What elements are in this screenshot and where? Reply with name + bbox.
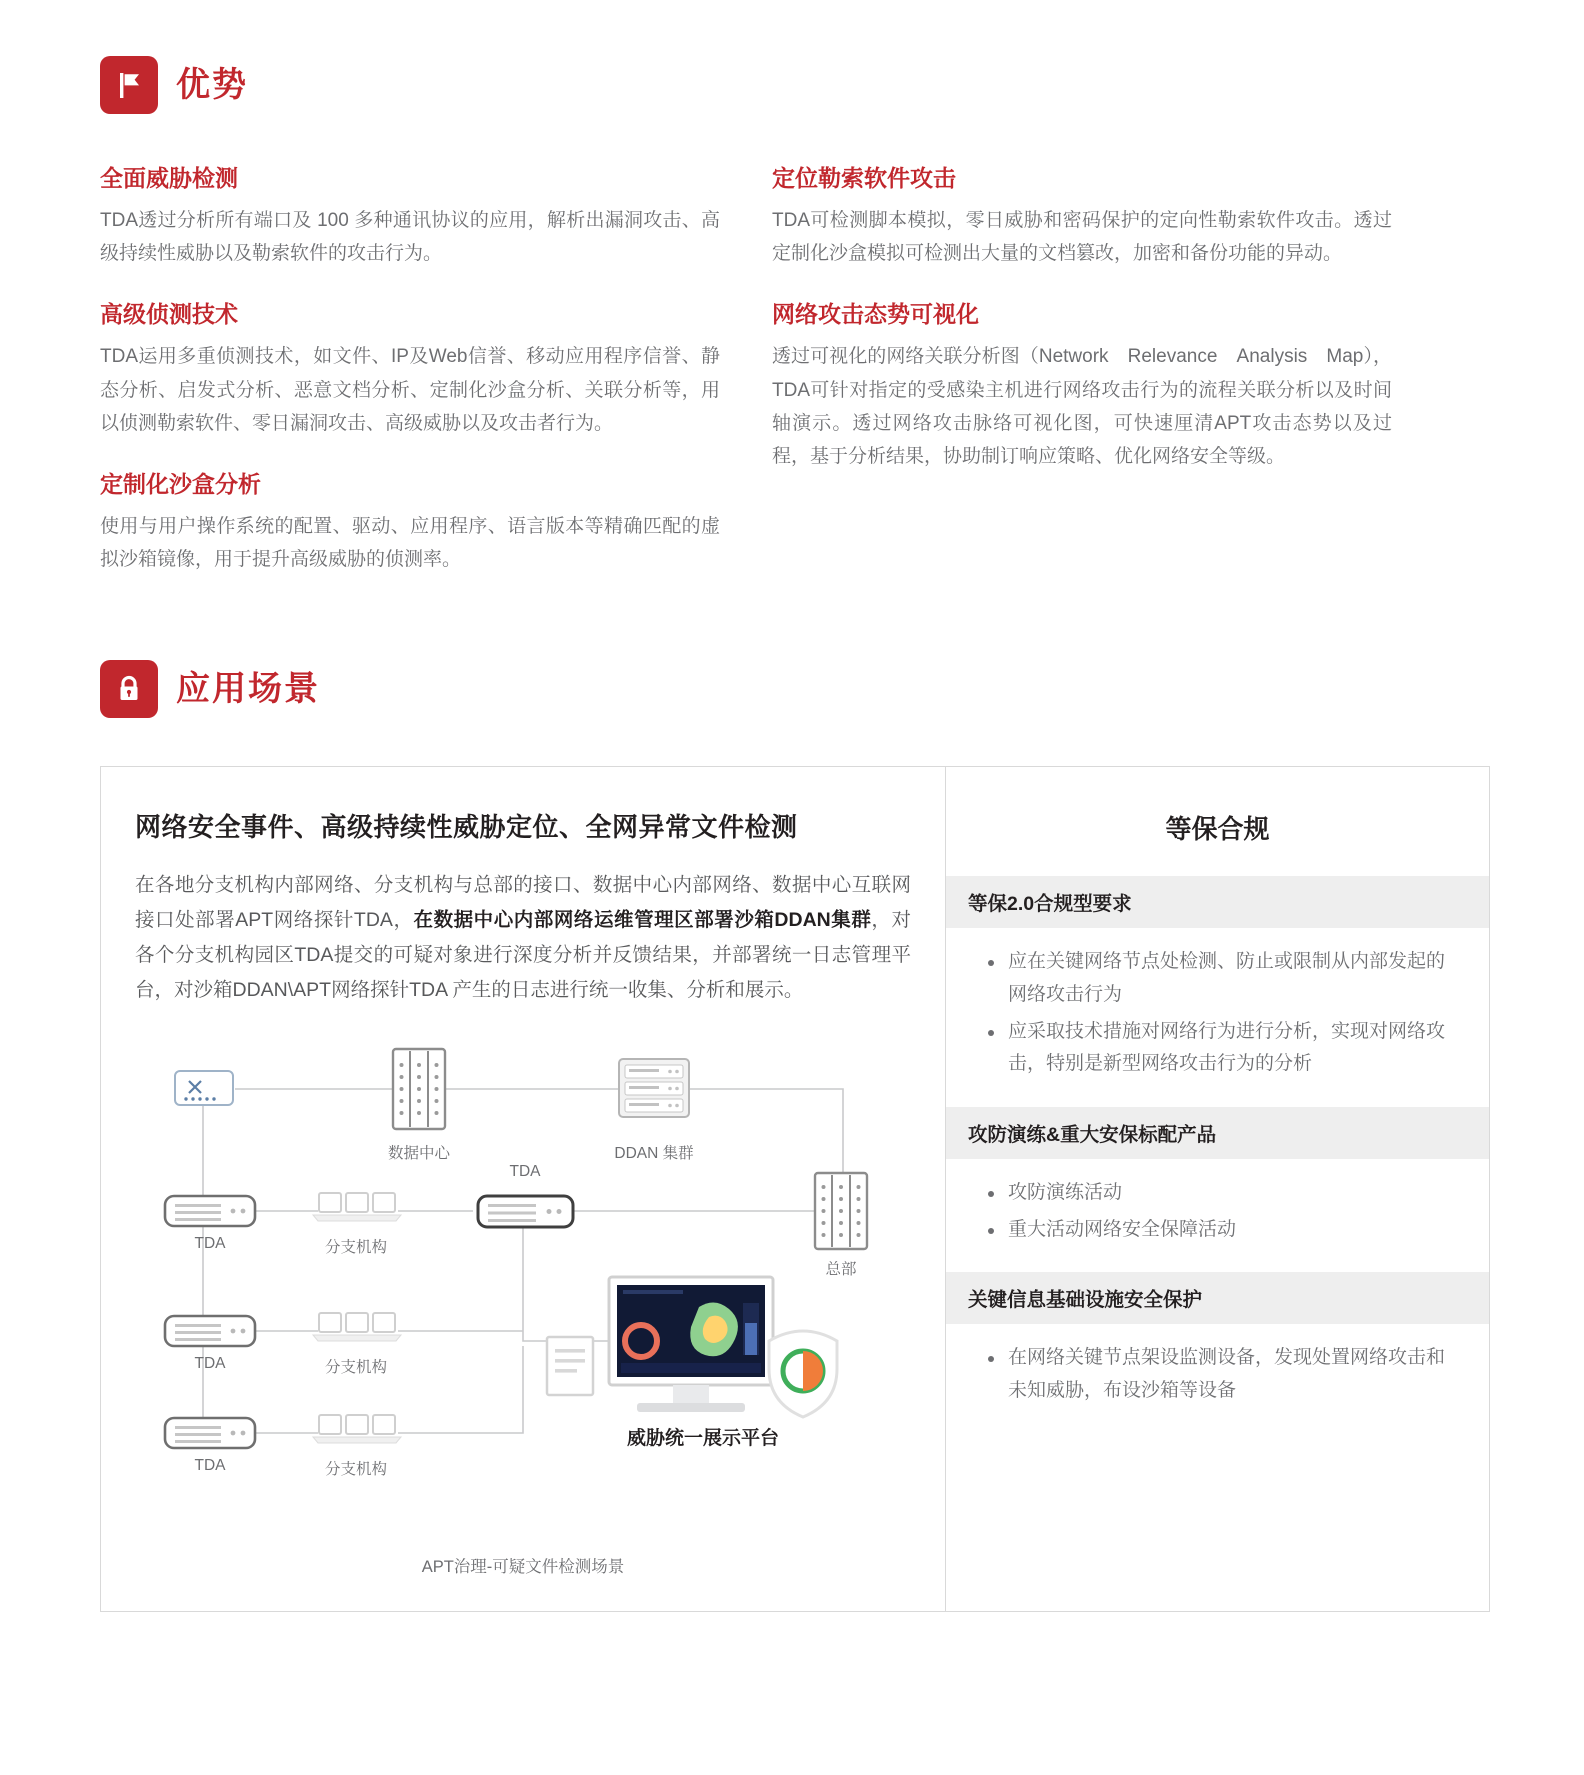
advantage-heading: 全面威胁检测: [100, 165, 238, 191]
advantage-item: [100, 470, 720, 576]
advantage-body: TDA可检测脚本模拟，零日威胁和密码保护的定向性勒索软件攻击。透过定制化沙盒模拟可检测出大量的文档篡改，加密和备份功能的异动。: [772, 209, 1392, 265]
advantage-heading: 高级侦测技术: [100, 301, 238, 328]
advantages-section-header: [100, 56, 1584, 114]
advantage-body: TDA运用多重侦测技术，如文件、IP及Web信誉、移动应用程序信誉、静态分析、启发式分析、恶意文档分析、定制化沙盒分析、关联分析等，用以侦测勒索软件、零日漏洞攻击、高级威胁以及攻击者行为。: [100, 346, 720, 434]
scenario-paragraph-emphasis: 在数据中心内部网络运维管理区部署沙箱DDAN集群: [413, 909, 872, 932]
scenarios-panel: [100, 766, 1490, 1612]
compliance-group-list: [946, 1159, 1489, 1272]
advantages-left-column: [100, 164, 720, 576]
advantages-title: 优势: [176, 66, 248, 104]
compliance-group-heading: 关键信息基础设施安全保护: [946, 1272, 1489, 1324]
diagram-label-datacenter: 数据中心: [387, 1145, 451, 1163]
scenario-title: 网络安全事件、高级持续性威胁定位、全网异常文件检测: [135, 812, 798, 843]
advantage-heading: 定制化沙盒分析: [100, 471, 261, 498]
diagram-label-tda-3: TDA: [194, 1457, 226, 1475]
compliance-group-heading: 等保2.0合规型要求: [946, 876, 1489, 928]
list-item: 重大活动网络安全保障活动: [988, 1214, 1459, 1247]
laptops-icon: [313, 1313, 401, 1341]
laptops-icon: [313, 1193, 401, 1221]
monitor-shield-icon: [547, 1277, 837, 1417]
datacenter-rack-icon: [815, 1173, 867, 1249]
laptops-icon: [313, 1415, 401, 1443]
diagram-caption: APT治理-可疑文件检测场景: [421, 1558, 625, 1577]
diagram-label-tda-mid: TDA: [509, 1163, 541, 1181]
scenarios-section-header: [100, 660, 1584, 718]
advantage-heading: 网络攻击态势可视化: [772, 301, 979, 328]
advantage-body: 使用与用户操作系统的配置、驱动、应用程序、语言版本等精确匹配的虚拟沙箱镜像，用于提升高级威胁的侦测率。: [100, 515, 720, 571]
compliance-group: [946, 876, 1489, 1107]
compliance-group-heading: 攻防演练&重大安保标配产品: [946, 1107, 1489, 1159]
compliance-title: 等保合规: [1165, 814, 1270, 845]
scenario-left-panel: [101, 767, 946, 1611]
compliance-group-list: [946, 928, 1489, 1107]
appliance-icon: [478, 1196, 573, 1227]
datacenter-rack-icon: [393, 1049, 445, 1129]
diagram-label-branch-2: 分支机构: [324, 1359, 388, 1377]
list-item: 应在关键网络节点处检测、防止或限制从内部发起的网络攻击行为: [988, 946, 1459, 1011]
network-topology-diagram: [143, 1041, 903, 1541]
compliance-group: [946, 1272, 1489, 1433]
server-icon: [619, 1059, 689, 1117]
lock-icon: [100, 660, 158, 718]
list-item: 攻防演练活动: [988, 1177, 1459, 1210]
advantages-right-column: [772, 164, 1392, 576]
advantage-body: TDA透过分析所有端口及 100 多种通讯协议的应用，解析出漏洞攻击、高级持续性威胁以及勒索软件的攻击行为。: [100, 209, 720, 265]
advantage-item: [100, 164, 720, 270]
diagram-label-ddan: DDAN 集群: [614, 1145, 694, 1163]
scenarios-title: 应用场景: [176, 670, 320, 709]
scenario-paragraph: [135, 868, 911, 1007]
scenario-paragraph-part2: ，对各个分支机构园区TDA提交的可疑对象进行深度分析并反馈结果，并部署统一日志管理平台，对沙箱DDAN\APT网络探针TDA 产生的日志进行统一收集、分析和展示。: [135, 909, 911, 1001]
advantage-item: [100, 300, 720, 440]
compliance-panel: [946, 767, 1489, 1611]
diagram-label-tda-1: TDA: [194, 1235, 226, 1253]
flag-icon: [100, 56, 158, 114]
diagram-label-hq: 总部: [825, 1261, 857, 1279]
diagram-label-branch-3: 分支机构: [324, 1461, 388, 1479]
advantages-columns: [100, 164, 1584, 576]
list-item: 应采取技术措施对网络行为进行分析，实现对网络攻击，特别是新型网络攻击行为的分析: [988, 1016, 1459, 1081]
appliance-icon: [165, 1418, 255, 1448]
appliance-icon: [165, 1196, 255, 1226]
advantage-body: 透过可视化的网络关联分析图（Network Relevance Analysis Map），TDA可针对指定的受感染主机进行网络攻击行为的流程关联分析以及时间轴演示。透过网络攻击脉络可视化图，可快速厘清APT攻击态势以及过程，基于分析结果，协助制订响应策略、优化网络安全等级。: [772, 346, 1392, 468]
diagram-label-tda-2: TDA: [194, 1355, 226, 1373]
scenario-paragraph-part1: 在各地分支机构内部网络、分支机构与总部的接口、数据中心内部网络、数据中心互联网接口处部署APT网络探针TDA，: [135, 874, 911, 932]
appliance-icon: [165, 1316, 255, 1346]
list-item: 在网络关键节点架设监测设备，发现处置网络攻击和未知威胁，布设沙箱等设备: [988, 1342, 1459, 1407]
compliance-group-list: [946, 1324, 1489, 1433]
diagram-label-platform: 威胁统一展示平台: [626, 1428, 780, 1450]
advantage-item: [772, 164, 1392, 270]
advantage-item: [772, 300, 1392, 473]
diagram-label-branch-1: 分支机构: [324, 1239, 388, 1257]
advantage-heading: 定位勒索软件攻击: [772, 165, 956, 191]
switch-icon: [175, 1071, 233, 1105]
compliance-group: [946, 1107, 1489, 1272]
